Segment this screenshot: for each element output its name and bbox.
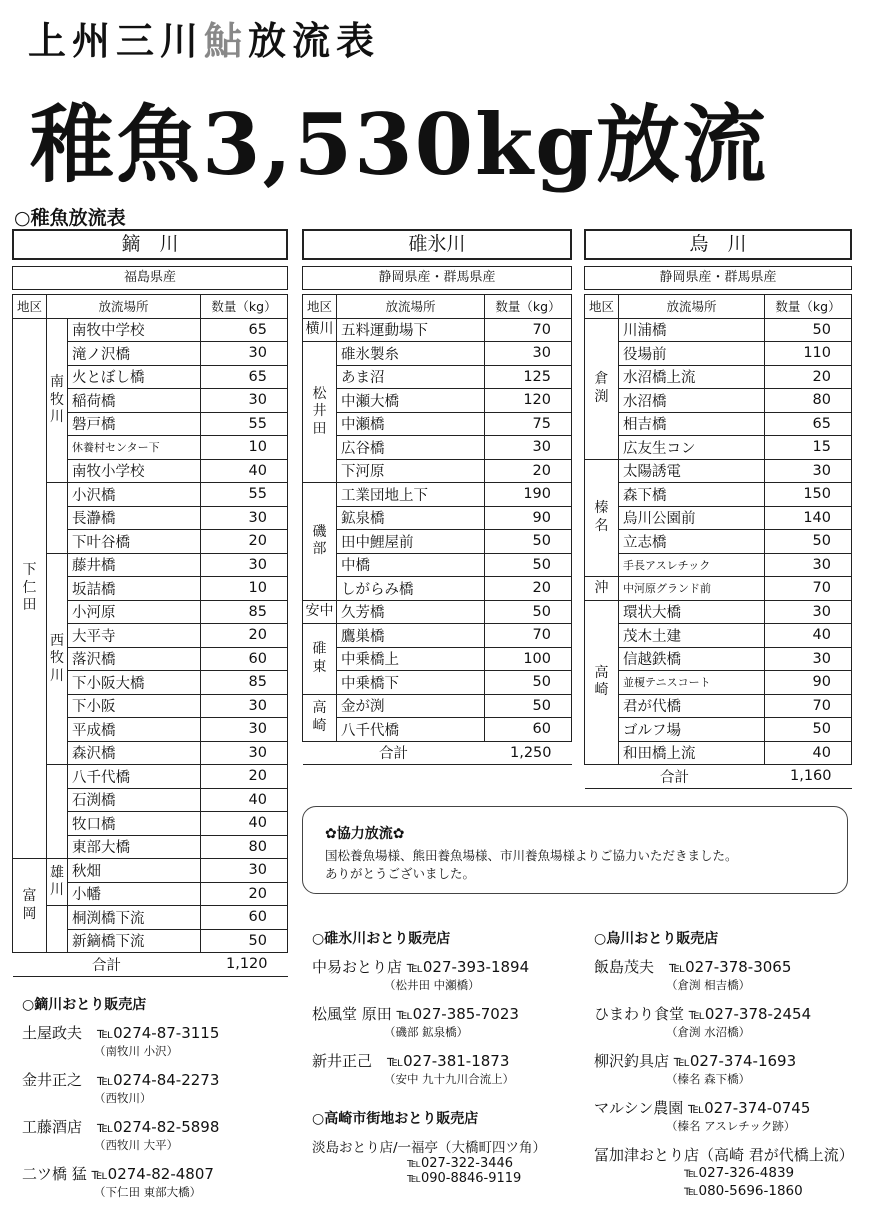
shop-title: ○烏川おとり販売店 [594,931,719,947]
origin-karasu: 静岡県産・群馬県産 [584,266,852,290]
coop-text-1: 国松養魚場様、熊田養魚場様、市川養魚場様よりご協力いただきました。 [325,848,738,863]
qty-cell: 50 [485,694,572,718]
place-cell: 環状大橋 [619,600,765,624]
table-row [13,765,288,789]
col-qty: 数量（kg） [485,295,572,319]
qty-cell: 90 [485,506,572,530]
place-cell: 森沢橋 [68,741,201,765]
shop-detail: （安中 九十九川合流上） [384,1072,515,1086]
table-row [303,694,572,718]
shop-entry [22,1163,292,1200]
place-cell: ゴルフ場 [619,718,765,742]
place-cell: 広谷橋 [337,436,485,460]
qty-cell: 20 [765,365,852,389]
table-row [585,671,852,695]
total-value: 1,250 [485,741,572,765]
qty-cell: 40 [201,788,288,812]
table-row [303,318,572,342]
area-cell: 高 崎 [303,694,337,741]
qty-cell: 20 [485,577,572,601]
table-row [585,741,852,765]
place-cell: 中橋 [337,553,485,577]
qty-cell: 90 [765,671,852,695]
shop-entry [312,1050,587,1087]
qty-cell: 55 [201,483,288,507]
table-row [585,318,852,342]
place-cell: 君が代橋 [619,694,765,718]
total-label: 合計 [13,953,201,977]
shop-list-karasu [594,928,859,1201]
qty-cell: 110 [765,342,852,366]
place-cell: 石渕橋 [68,788,201,812]
qty-cell: 125 [485,365,572,389]
place-cell: 八千代橋 [68,765,201,789]
qty-cell: 50 [201,929,288,953]
place-cell: 磐戸橋 [68,412,201,436]
qty-cell: 140 [765,506,852,530]
place-cell: 小河原 [68,600,201,624]
area-cell: 沖 [585,577,619,601]
table-row [303,718,572,742]
shop-title: ○高崎市街地おとり販売店 [312,1111,479,1127]
table-row [585,342,852,366]
qty-cell: 20 [201,530,288,554]
qty-cell: 40 [765,741,852,765]
qty-cell: 190 [485,483,572,507]
area-cell: 倉 渕 [585,318,619,459]
table-row [13,483,288,507]
shop-detail: （倉渕 相吉橋） [666,978,751,992]
qty-cell: 60 [201,647,288,671]
coop-text-2: ありがとうございました。 [325,866,476,881]
shop-detail: ℡027-326-4839 [684,1165,795,1181]
place-cell: 烏川公園前 [619,506,765,530]
total-value: 1,160 [765,765,852,789]
shop-detail: （磯部 鉱泉橋） [384,1025,469,1039]
qty-cell: 80 [201,835,288,859]
qty-cell: 70 [485,318,572,342]
place-cell: 坂詰橋 [68,577,201,601]
place-cell: 八千代橋 [337,718,485,742]
shop-list-kabura [22,994,292,1210]
place-cell: あま沼 [337,365,485,389]
shop-name: 淡島おとり店/一福亭（大橋町四ツ角） [312,1140,547,1156]
col-place: 放流場所 [619,295,765,319]
shop-detail: （榛名 森下橋） [666,1072,751,1086]
table-row [13,553,288,577]
qty-cell: 70 [765,577,852,601]
shop-detail: （南牧川 小沢） [94,1044,179,1058]
place-cell: 鉱泉橋 [337,506,485,530]
table-row [585,459,852,483]
qty-cell: 60 [485,718,572,742]
table-row [585,506,852,530]
area-cell: 横川 [303,318,337,342]
qty-cell: 50 [765,318,852,342]
place-cell: 相吉橋 [619,412,765,436]
qty-cell: 30 [485,342,572,366]
place-cell: 役場前 [619,342,765,366]
table-row [303,647,572,671]
cooperation-box [302,806,848,894]
table-row [585,624,852,648]
qty-cell: 15 [765,436,852,460]
qty-cell: 80 [765,389,852,413]
qty-cell: 150 [765,483,852,507]
area-cell: 高 崎 [585,600,619,765]
place-cell: 小沢橋 [68,483,201,507]
table-row [585,436,852,460]
qty-cell: 30 [201,718,288,742]
table-row [303,624,572,648]
table-row [303,365,572,389]
table-row [13,859,288,883]
shop-detail: （西牧川 大平） [94,1138,179,1152]
coop-title: ✿協力放流✿ [325,826,405,842]
origin-usui: 静岡県産・群馬県産 [302,266,572,290]
shop-name: 新井正己 ℡027-381-1873 [312,1052,510,1070]
qty-cell: 85 [201,671,288,695]
col-place: 放流場所 [337,295,485,319]
place-cell: 手長アスレチック [619,553,765,577]
place-cell: 中乗橋上 [337,647,485,671]
total-row [303,741,572,765]
qty-cell: 30 [201,553,288,577]
place-cell: 碓氷製糸 [337,342,485,366]
total-label: 合計 [585,765,765,789]
shop-entry [594,1097,859,1134]
qty-cell: 120 [485,389,572,413]
place-cell: 下小阪 [68,694,201,718]
place-cell: 大平寺 [68,624,201,648]
place-cell: 和田橋上流 [619,741,765,765]
area-cell: 安中 [303,600,337,624]
total-label: 合計 [303,741,485,765]
shop-name: 中易おとり店 ℡027-393-1894 [312,958,530,976]
place-cell: 下河原 [337,459,485,483]
sub-area-cell: 西 牧 川 [47,553,68,765]
col-place: 放流場所 [47,295,201,319]
shop-detail: （倉渕 水沼橋） [666,1025,751,1039]
river-header-kabura: 鏑 川 [12,229,288,260]
table-row [585,365,852,389]
total-value: 1,120 [201,953,288,977]
qty-cell: 65 [201,318,288,342]
sub-area-cell: 雄 川 [47,859,68,906]
shop-entry [594,1144,859,1181]
shop-name: 工藤酒店 ℡0274-82-5898 [22,1118,220,1136]
place-cell: 久芳橋 [337,600,485,624]
area-cell: 松 井 田 [303,342,337,483]
shop-entry [22,1069,292,1106]
qty-cell: 10 [201,436,288,460]
place-cell: 田中鯉屋前 [337,530,485,554]
place-cell: 太陽誘電 [619,459,765,483]
qty-cell: 100 [485,647,572,671]
place-cell: 新鏑橋下流 [68,929,201,953]
qty-cell: 60 [201,906,288,930]
place-cell: 牧口橋 [68,812,201,836]
origin-kabura: 福島県産 [12,266,288,290]
section-heading: ○稚魚放流表 [14,207,126,229]
qty-cell: 30 [485,436,572,460]
shop-detail: ℡080-5696-1860 [684,1183,803,1199]
qty-cell: 30 [201,694,288,718]
qty-cell: 20 [485,459,572,483]
table-row [303,483,572,507]
qty-cell: 30 [201,859,288,883]
place-cell: 中河原グランド前 [619,577,765,601]
table-row [303,530,572,554]
table-row [303,671,572,695]
shop-entry [22,1116,292,1153]
qty-cell: 30 [765,459,852,483]
place-cell: 工業団地上下 [337,483,485,507]
place-cell: 藤井橋 [68,553,201,577]
area-cell: 下 仁 田 [13,318,47,859]
table-row [303,342,572,366]
place-cell: 水沼橋上流 [619,365,765,389]
column-header-row [303,295,572,319]
qty-cell: 50 [485,671,572,695]
headline: 稚魚3,530kg放流 [30,95,768,194]
place-cell: 五料運動場下 [337,318,485,342]
shop-detail: （榛名 アスレチック跡） [666,1119,796,1133]
area-cell: 榛 名 [585,459,619,577]
shop-name: マルシン農園 ℡027-374-0745 [594,1099,811,1117]
place-cell: 南牧中学校 [68,318,201,342]
table-row [303,553,572,577]
place-cell: 平成橋 [68,718,201,742]
table-row [585,412,852,436]
table-row [303,389,572,413]
place-cell: 稲荷橋 [68,389,201,413]
table-row [585,647,852,671]
place-cell: 休養村センター下 [68,436,201,460]
table-row [585,553,852,577]
qty-cell: 40 [765,624,852,648]
shop-name: ひまわり食堂 ℡027-378-2454 [594,1005,812,1023]
place-cell: 中瀬大橋 [337,389,485,413]
table-row [303,577,572,601]
shop-title: ○鏑川おとり販売店 [22,997,147,1013]
area-cell: 富 岡 [13,859,47,953]
qty-cell: 30 [201,389,288,413]
qty-cell: 65 [201,365,288,389]
qty-cell: 30 [765,647,852,671]
shop-name: 二ツ橋 猛 ℡0274-82-4807 [22,1165,214,1183]
shop-entry [594,1050,859,1087]
table-row [303,412,572,436]
col-area: 地区 [13,295,47,319]
shop-name: 冨加津おとり店（高崎 君が代橋上流） [594,1146,854,1164]
place-cell: 落沢橋 [68,647,201,671]
table-row [585,577,852,601]
qty-cell: 10 [201,577,288,601]
table-row [303,600,572,624]
table-row [585,600,852,624]
place-cell: 秋畑 [68,859,201,883]
col-qty: 数量（kg） [765,295,852,319]
qty-cell: 50 [485,530,572,554]
sub-area-cell [47,765,68,859]
page-title: 上州三川鮎放流表 [28,19,381,63]
qty-cell: 30 [765,600,852,624]
qty-cell: 40 [201,459,288,483]
qty-cell: 50 [485,553,572,577]
total-row [13,953,288,977]
table-row [585,694,852,718]
qty-cell: 40 [201,812,288,836]
shop-name: 飯島茂夫 ℡027-378-3065 [594,958,792,976]
place-cell: 下叶谷橋 [68,530,201,554]
river-header-usui: 碓氷川 [302,229,572,260]
place-cell: 広友生コン [619,436,765,460]
col-area: 地区 [303,295,337,319]
qty-cell: 65 [765,412,852,436]
col-area: 地区 [585,295,619,319]
shop-list-takasaki [312,1108,587,1186]
qty-cell: 70 [485,624,572,648]
river-header-karasu: 烏 川 [584,229,852,260]
place-cell: 東部大橋 [68,835,201,859]
place-cell: 立志橋 [619,530,765,554]
place-cell: 滝ノ沢橋 [68,342,201,366]
qty-cell: 30 [201,342,288,366]
qty-cell: 30 [765,553,852,577]
qty-cell: 30 [201,506,288,530]
place-cell: 南牧小学校 [68,459,201,483]
place-cell: 中瀬橋 [337,412,485,436]
qty-cell: 50 [765,530,852,554]
shop-detail: （下仁田 東部大橋） [94,1185,202,1199]
column-header-row [13,295,288,319]
qty-cell: 75 [485,412,572,436]
place-cell: 鷹巣橋 [337,624,485,648]
column-header-row [585,295,852,319]
shop-phone: ℡027-322-3446 [407,1156,514,1171]
sub-area-cell [47,906,68,953]
table-row [303,506,572,530]
qty-cell: 20 [201,882,288,906]
table-row [13,318,288,342]
place-cell: 長瀞橋 [68,506,201,530]
place-cell: 森下橋 [619,483,765,507]
shop-detail: （西牧川） [94,1091,152,1105]
shop-entry [594,1003,859,1040]
sub-area-cell [47,483,68,554]
shop-name: 金井正之 ℡0274-84-2273 [22,1071,220,1089]
table-row [585,530,852,554]
place-cell: 川浦橋 [619,318,765,342]
area-cell: 碓 東 [303,624,337,695]
place-cell: 茂木土建 [619,624,765,648]
table-karasu [584,294,852,789]
table-usui [302,294,572,765]
table-row [585,483,852,507]
shop-entry [594,956,859,993]
table-row [585,389,852,413]
qty-cell: 50 [485,600,572,624]
place-cell: 桐渕橋下流 [68,906,201,930]
shop-entry [22,1022,292,1059]
place-cell: 並榎テニスコート [619,671,765,695]
place-cell: 金が渕 [337,694,485,718]
shop-name: 松風堂 原田 ℡027-385-7023 [312,1005,519,1023]
qty-cell: 55 [201,412,288,436]
qty-cell: 20 [201,765,288,789]
shop-title: ○碓氷川おとり販売店 [312,931,451,947]
table-row [585,718,852,742]
sub-area-cell: 南 牧 川 [47,318,68,483]
shop-detail: （松井田 中瀬橋） [384,978,480,992]
place-cell: 信越鉄橋 [619,647,765,671]
shop-name: 土屋政夫 ℡0274-87-3115 [22,1024,220,1042]
place-cell: 水沼橋 [619,389,765,413]
qty-cell: 50 [765,718,852,742]
table-row [13,906,288,930]
shop-entry [312,956,587,993]
shop-phone: ℡090-8846-9119 [407,1171,522,1186]
total-row [585,765,852,789]
qty-cell: 70 [765,694,852,718]
qty-cell: 20 [201,624,288,648]
shop-list-usui [312,928,587,1097]
qty-cell: 30 [201,741,288,765]
table-kabura [12,294,288,977]
shop-name: 柳沢釣具店 ℡027-374-1693 [594,1052,797,1070]
area-cell: 磯 部 [303,483,337,601]
shop-entry [312,1003,587,1040]
col-qty: 数量（kg） [201,295,288,319]
place-cell: しがらみ橋 [337,577,485,601]
table-row [303,436,572,460]
qty-cell: 85 [201,600,288,624]
place-cell: 火とぼし橋 [68,365,201,389]
place-cell: 下小阪大橋 [68,671,201,695]
place-cell: 小幡 [68,882,201,906]
place-cell: 中乗橋下 [337,671,485,695]
table-row [303,459,572,483]
